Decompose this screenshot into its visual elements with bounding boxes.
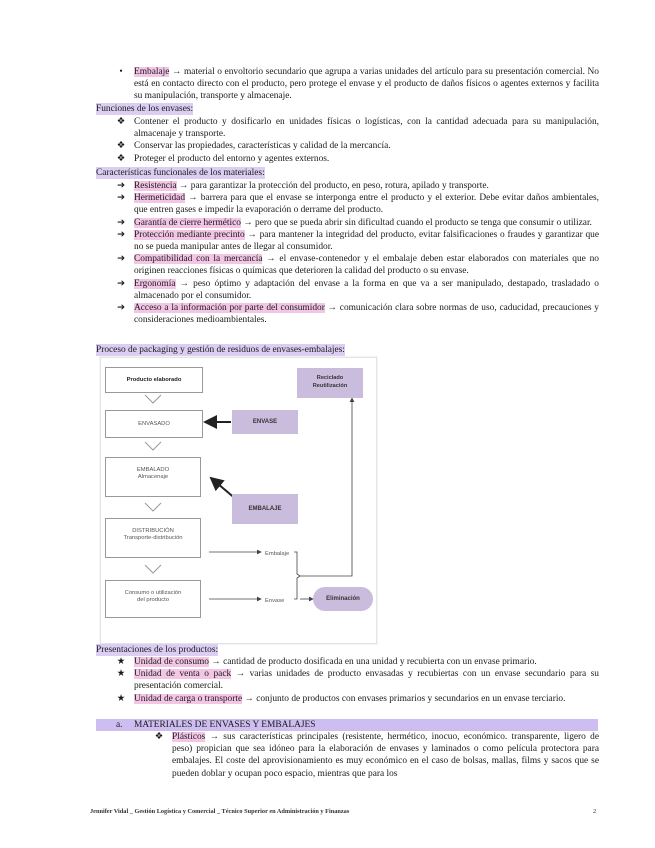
heading-presentaciones: Presentaciones de los productos: — [96, 645, 219, 655]
presentaciones-list — [116, 656, 599, 705]
star-bullet-icon: ★ — [116, 669, 126, 680]
node-reciclado: Reciclado Reutilización — [297, 368, 363, 398]
list-item: ➔ Protección mediante precinto → para mantener la integridad del producto, evitar falsificaciones o fraudes y garantizar que no se pueda manipular antes de llegar al consumidor. — [134, 229, 599, 253]
node-embalado: EMBALADO Almacenaje — [105, 457, 201, 497]
node-envase: ENVASE — [232, 410, 298, 434]
label-envase: Envase — [265, 598, 285, 604]
heading-proceso: Proceso de packaging y gestión de residuos de envases-embalajes: — [96, 345, 345, 355]
node-consumo: Consumo o utilización del producto — [105, 580, 201, 618]
list-item: ❖ Conservar las propiedades, características y calidad de la mercancía. — [134, 140, 599, 152]
node-embalaje: EMBALAJE — [232, 494, 298, 524]
page-number: 2 — [593, 808, 597, 815]
brace — [294, 552, 300, 599]
list-item: ➔ Garantía de cierre hermético → pero que se pueda abrir sin dificultad cuando el producto se tenga que consumir o utilizar. — [134, 217, 599, 229]
list-item: ❖ Contener el producto y dosificarlo en unidades físicas o logísticas, con la cantidad adecuada para su manipulación, almacenaje y transporte. — [134, 116, 599, 140]
caracteristicas-list — [117, 180, 600, 326]
list-item: ★ Unidad de consumo → cantidad de producto dosificada en una unidad y recubierta con un envase primario. — [134, 656, 599, 668]
page-footer: Jennifer Vidal _ Gestión Logística y Comercial _ Técnico Superior en Administración y Finanzas — [90, 808, 350, 815]
section-marker: a. — [116, 720, 123, 730]
arrow-bullet-icon: ➔ — [117, 217, 125, 228]
node-producto-elaborado: Producto elaborado — [105, 367, 203, 393]
list-item: ➔ Hermeticidad → barrera para que el envase se interponga entre el producto y el exterior. Debe evitar daños ambientales, que entren gases e impedir la evaporación o derrame del producto. — [134, 192, 599, 216]
diamond-bullet-icon: ❖ — [154, 732, 164, 742]
list-item: ➔ Compatibilidad con la mercancía → el envase-contenedor y el embalaje deben estar elaborados con materiales que no originen reacciones físicas o químicas que deterioren la calidad del producto o su envase. — [134, 253, 599, 277]
list-item: ❖ Proteger el producto del entorno y agentes externos. — [134, 153, 599, 165]
packaging-process-diagram — [100, 357, 377, 644]
arrow-bullet-icon: ➔ — [117, 193, 125, 204]
term-embalaje: Embalaje — [134, 67, 170, 77]
label-embalaje: Embalaje — [265, 551, 290, 557]
chevron-down-icon — [145, 503, 161, 511]
chevron-down-icon — [145, 442, 161, 450]
arrow-bullet-icon: ➔ — [117, 278, 125, 289]
node-eliminacion: Eliminación — [313, 587, 373, 611]
chevron-down-icon — [145, 565, 161, 573]
bullet-icon: • — [119, 67, 123, 77]
list-item: ➔ Ergonomía → peso óptimo y adaptación del envase a la forma en que va a ser manipulado, destapado, trasladado o almacenado por el consumidor. — [134, 278, 599, 302]
diamond-bullet-icon: ❖ — [116, 141, 126, 152]
star-bullet-icon: ★ — [116, 693, 126, 704]
list-item: ➔ Acceso a la información por parte del consumidor → comunicación clara sobre normas de uso, caducidad, precauciones y consideraciones medioambientales. — [134, 302, 599, 326]
node-envasado: ENVASADO — [105, 410, 203, 438]
heading-caracteristicas: Características funcionales de los materiales: — [96, 168, 265, 178]
diamond-bullet-icon: ❖ — [116, 153, 126, 164]
node-distribucion: DISTRIBUCIÓN Transporte-distribución — [105, 518, 201, 558]
arrow-bullet-icon: ➔ — [117, 181, 125, 191]
list-item: ★ Unidad de carga o transporte → conjunto de productos con envases primarios y secundarios en un envase terciario. — [134, 693, 599, 705]
definition-text: → material o envoltorio secundario que agrupa a varias unidades del artículo para su presentación comercial. No está en contacto directo con el producto, pero protege el envase y el producto de daños físicos o agentes externos y facilita su manipulación, transporte y almacenaje. — [134, 67, 599, 102]
list-item: ★ Unidad de venta o pack → varias unidades de producto envasadas y recubiertas con un envase secundario para su presentación comercial. — [134, 668, 599, 692]
arrow-to-reciclado — [300, 398, 352, 576]
materiales-item: ❖ Plásticos → sus características principales (resistente, hermético, inocuo, económico. transparente, ligero de peso) propician que sea idóneo para la elaboración de envases y laminados o como película protectora para embalajes. El coste del aprovisionamiento es muy económico en el caso de bolsas, mallas, films y sacos que se pueden doblar y ocupan poco espacio, mientras que para los — [172, 731, 599, 780]
arrow-bullet-icon: ➔ — [117, 254, 125, 265]
intro-embalaje-item — [119, 66, 599, 103]
star-bullet-icon: ★ — [116, 657, 126, 667]
heading-materiales: MATERIALES DE ENVASES Y EMBALAJES — [134, 720, 316, 730]
chevron-down-icon — [145, 395, 161, 403]
funciones-list — [116, 116, 599, 165]
arrow-bullet-icon: ➔ — [117, 229, 125, 240]
arrow-bullet-icon: ➔ — [117, 303, 125, 314]
heading-funciones: Funciones de los envases: — [96, 104, 194, 114]
list-item: ➔ Resistencia → para garantizar la protección del producto, en peso, rotura, apilado y transporte. — [134, 180, 599, 192]
diamond-bullet-icon: ❖ — [116, 117, 126, 127]
